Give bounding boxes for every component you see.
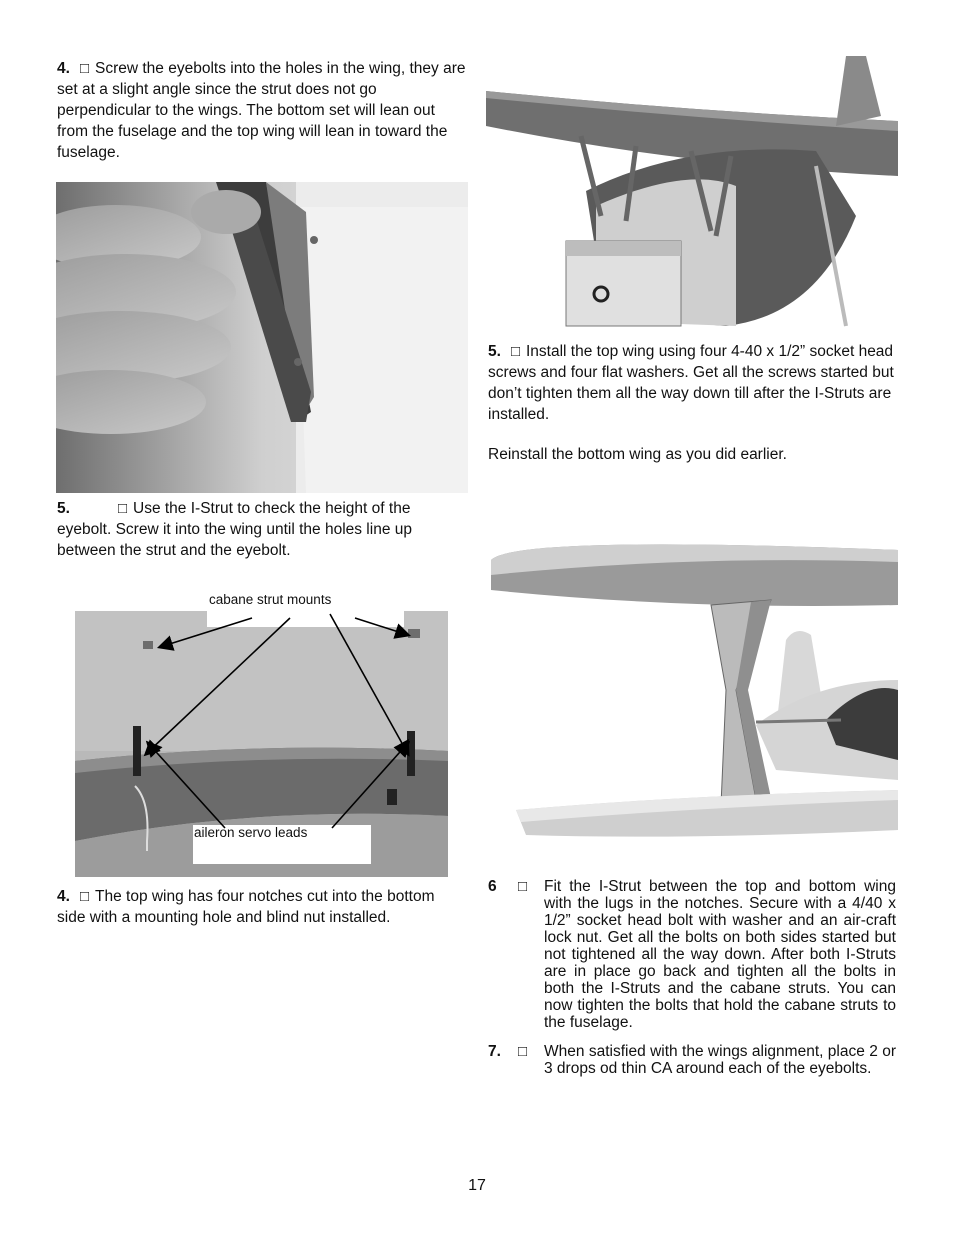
step-number: 5. — [488, 343, 501, 360]
checkbox-icon: □ — [79, 60, 89, 77]
step-5-install-top-wing — [488, 341, 898, 425]
photo-i-strut-installed — [486, 530, 898, 848]
step-text: The top wing has four notches cut into the bottom side with a mounting hole and blind nut installed. — [57, 888, 435, 926]
step-7-apply-ca — [488, 1043, 896, 1077]
reinstall-bottom-wing: Reinstall the bottom wing as you did earlier. — [488, 446, 787, 463]
step-4-notches — [57, 886, 457, 928]
checkbox-icon: □ — [518, 878, 528, 895]
checkbox-icon: □ — [117, 500, 127, 517]
checkbox-icon: □ — [518, 1043, 528, 1060]
photo-top-wing-installed — [486, 56, 898, 334]
caption-cabane-strut-mounts: cabane strut mounts — [209, 592, 332, 607]
checkbox-icon: □ — [510, 343, 520, 360]
steps-6-7 — [488, 878, 896, 1089]
step-text: When satisfied with the wings alignment, place 2 or 3 drops od thin CA around each of the eyebolts. — [544, 1043, 896, 1077]
step-text: Install the top wing using four 4-40 x 1/2” socket head screws and four flat washers. Get all the screws started but don’t tighten them all the way down till after the I-Struts are installed. — [488, 343, 894, 423]
step-text: Fit the I-Strut between the top and bottom wing with the lugs in the notches. Secure with a 4/40 x 1/2” socket head bolt with washer and an air-craft lock nut. Get all the bolts on both sides started but not tightened all the way down. After both I-Struts are in place go back and tighten all the bolts in both the I-Struts and the cabane struts. You can now tighten the bolts that hold the cabane struts to the fuselage. — [544, 878, 896, 1031]
step-number: 4. — [57, 60, 70, 77]
step-6-fit-i-strut — [488, 878, 896, 1031]
step-text: Screw the eyebolts into the holes in the wing, they are set at a slight angle since the strut does not go perpendicular to the wings. The bottom set will lean out from the fuselage and the top wing will lean in toward the fuselage. — [57, 60, 466, 161]
step-number: 6 — [488, 878, 497, 895]
step-number: 7. — [488, 1043, 501, 1060]
caption-aileron-servo-leads: aileron servo leads — [194, 825, 308, 840]
step-number: 4. — [57, 888, 70, 905]
page-number: 17 — [468, 1177, 486, 1194]
checkbox-icon: □ — [79, 888, 89, 905]
step-text: Use the I-Strut to check the height of the eyebolt. Screw it into the wing until the holes line up between the strut and the eyebolt. — [57, 500, 412, 559]
step-number: 5. — [57, 500, 70, 517]
